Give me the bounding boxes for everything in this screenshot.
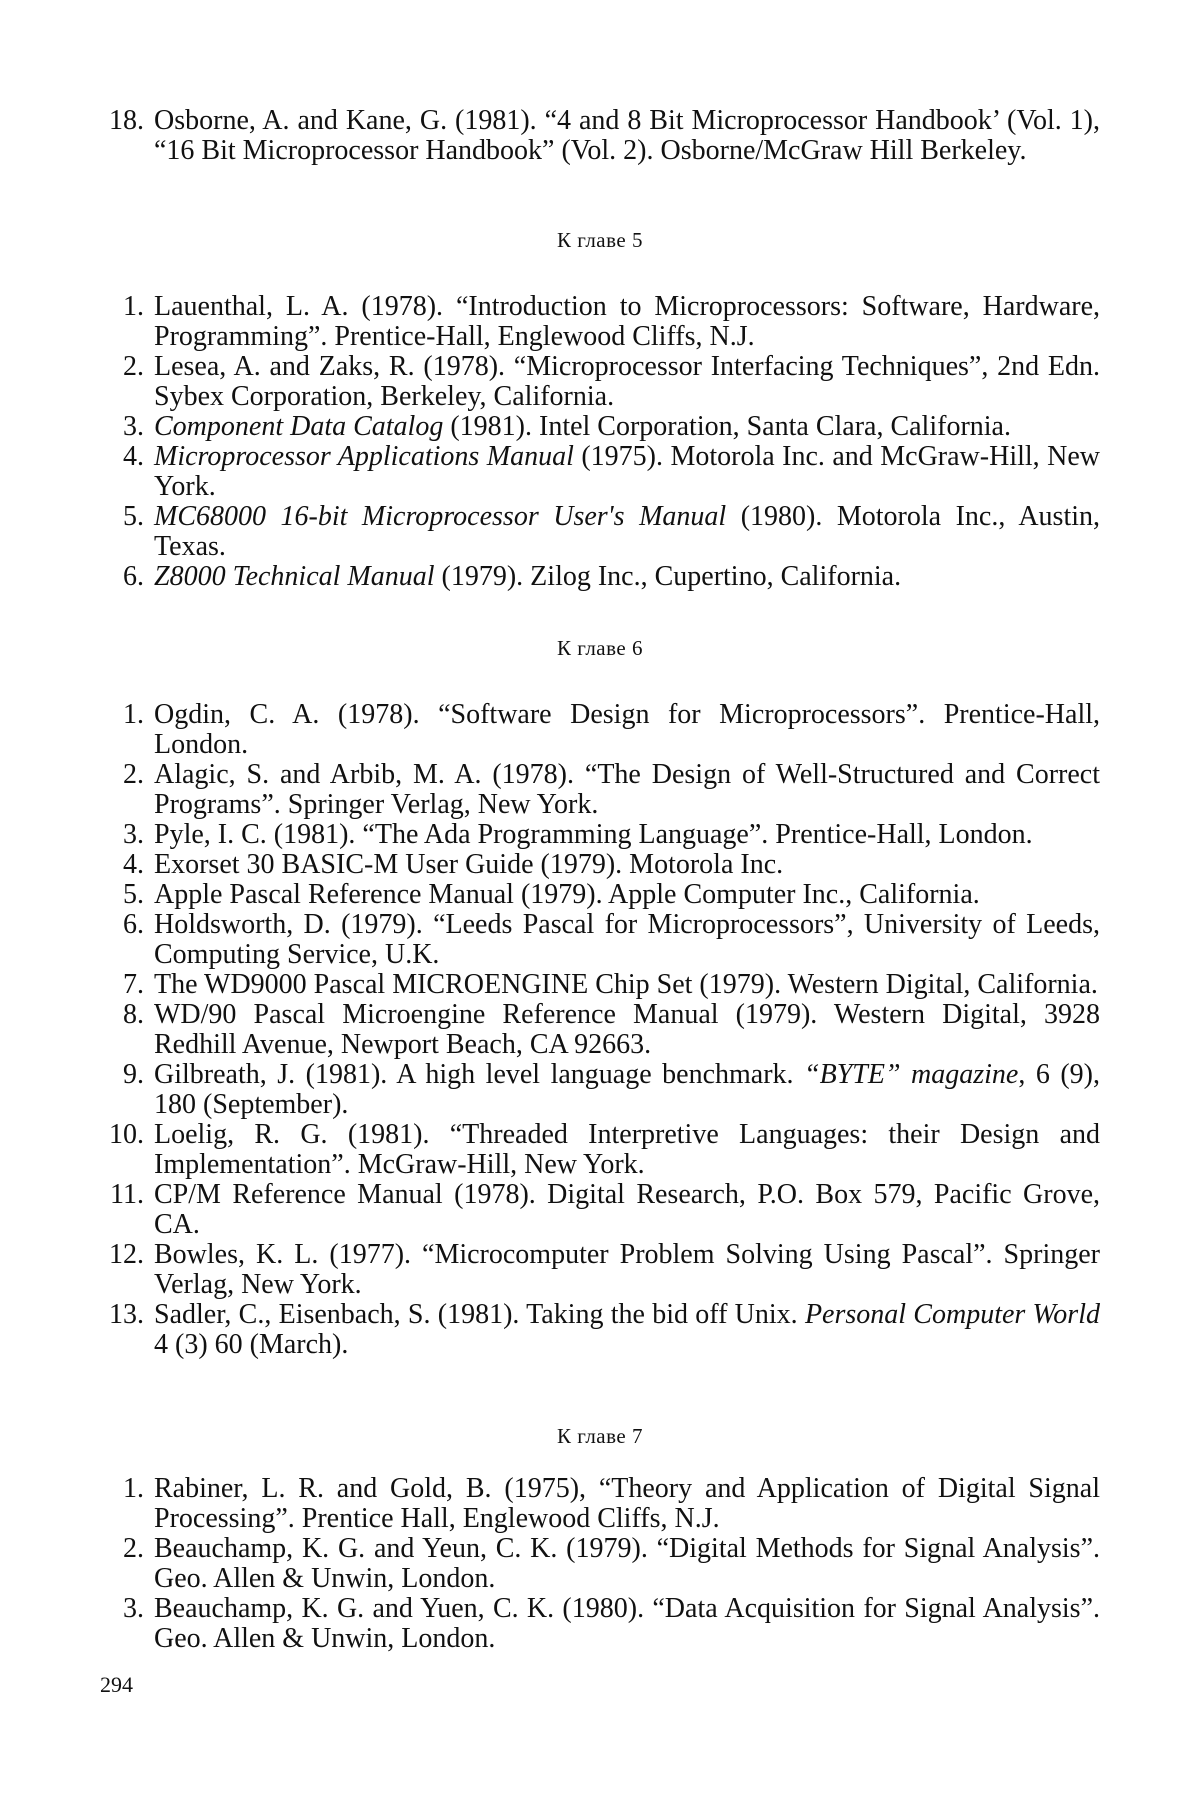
reference-title-italic: Component Data Catalog bbox=[154, 411, 444, 442]
chapter-5-references bbox=[100, 292, 1100, 592]
reference-text-part: Lauenthal, L. A. (1978). “Introduction to Microprocessors: Software, Hardware, Programming”. Prentice-Hall, Englewood Cliffs, N.J. bbox=[154, 291, 1100, 352]
reference-text bbox=[154, 1474, 1100, 1534]
page-number: 294 bbox=[100, 1672, 133, 1697]
reference-title-italic: “BYTE” magazine bbox=[804, 1059, 1019, 1090]
reference-text bbox=[154, 970, 1100, 1000]
reference-text bbox=[154, 1240, 1100, 1300]
reference-number: 5. bbox=[123, 501, 144, 532]
reference-title-italic: MC68000 16-bit Microprocessor User's Manual bbox=[154, 501, 727, 532]
reference-number: 4. bbox=[123, 441, 144, 472]
reference-text-part: Beauchamp, K. G. and Yuen, C. K. (1980). “Data Acquisition for Signal Analysis”. Geo. Allen & Unwin, London. bbox=[154, 1593, 1100, 1654]
reference-entry bbox=[100, 880, 1100, 910]
reference-title-italic: Microprocessor Applications Manual bbox=[154, 441, 574, 472]
reference-number: 1. bbox=[123, 1473, 144, 1504]
reference-text-part: Gilbreath, J. (1981). A high level language benchmark. bbox=[154, 1059, 805, 1090]
reference-entry bbox=[100, 850, 1100, 880]
reference-text bbox=[154, 910, 1100, 970]
reference-text-part: Beauchamp, K. G. and Yeun, C. K. (1979). “Digital Methods for Signal Analysis”. Geo. Allen & Unwin, London. bbox=[154, 1533, 1100, 1594]
reference-text-part: Exorset 30 BASIC-M User Guide (1979). Motorola Inc. bbox=[154, 849, 784, 880]
reference-text bbox=[154, 880, 1100, 910]
reference-text bbox=[154, 1534, 1100, 1594]
reference-text-part: (1980). Motorola Inc., Austin, Texas. bbox=[154, 501, 1100, 562]
reference-text-part: Loelig, R. G. (1981). “Threaded Interpretive Languages: their Design and Implementation”. McGraw-Hill, New York. bbox=[154, 1119, 1100, 1180]
reference-text-part: Lesea, A. and Zaks, R. (1978). “Microprocessor Interfacing Techniques”, 2nd Edn. Sybex Corporation, Berkeley, California. bbox=[154, 351, 1100, 412]
reference-text bbox=[154, 1120, 1100, 1180]
reference-text-part: (1981). Intel Corporation, Santa Clara, California. bbox=[443, 411, 1011, 442]
reference-number: 2. bbox=[123, 1533, 144, 1564]
reference-number: 3. bbox=[123, 819, 144, 850]
reference-text-part: Pyle, I. C. (1981). “The Ada Programming Language”. Prentice-Hall, London. bbox=[154, 819, 1033, 850]
reference-text bbox=[154, 1594, 1100, 1654]
reference-text bbox=[154, 850, 1100, 880]
reference-entry bbox=[100, 820, 1100, 850]
reference-entry bbox=[100, 1240, 1100, 1300]
reference-text-part: Sadler, C., Eisenbach, S. (1981). Taking the bid off Unix. bbox=[154, 1299, 805, 1330]
reference-list-continued bbox=[100, 106, 1100, 166]
reference-number: 13. bbox=[109, 1299, 144, 1330]
reference-text-part: The WD9000 Pascal MICROENGINE Chip Set (1979). Western Digital, California. bbox=[154, 969, 1098, 1000]
chapter-7-references bbox=[100, 1474, 1100, 1654]
reference-text bbox=[154, 1180, 1100, 1240]
reference-text bbox=[154, 1300, 1100, 1360]
reference-number: 6. bbox=[123, 561, 144, 592]
reference-text bbox=[154, 700, 1100, 760]
reference-text-part: Apple Pascal Reference Manual (1979). Apple Computer Inc., California. bbox=[154, 879, 980, 910]
reference-entry bbox=[100, 910, 1100, 970]
reference-entry bbox=[100, 1594, 1100, 1654]
reference-entry bbox=[100, 970, 1100, 1000]
reference-number: 2. bbox=[123, 351, 144, 382]
reference-text bbox=[154, 760, 1100, 820]
reference-text-part: (1975). Motorola Inc. and McGraw-Hill, New York. bbox=[154, 441, 1100, 502]
reference-text bbox=[154, 352, 1100, 412]
reference-text bbox=[154, 820, 1100, 850]
chapter-7-heading: К главе 7 bbox=[557, 1424, 643, 1448]
reference-entry bbox=[100, 1474, 1100, 1534]
reference-entry bbox=[100, 700, 1100, 760]
reference-text bbox=[154, 106, 1100, 166]
reference-text-part: 4 (3) 60 (March). bbox=[154, 1329, 349, 1360]
reference-entry bbox=[100, 1060, 1100, 1120]
reference-entry bbox=[100, 412, 1100, 442]
reference-text bbox=[154, 412, 1100, 442]
reference-entry bbox=[100, 760, 1100, 820]
reference-entry bbox=[100, 1120, 1100, 1180]
chapter-6-heading: К главе 6 bbox=[557, 636, 643, 660]
reference-text-part: , 6 (9), 180 (September). bbox=[154, 1059, 1100, 1120]
reference-text-part: Holdsworth, D. (1979). “Leeds Pascal for Microprocessors”, University of Leeds, Computing Service, U.K. bbox=[154, 909, 1100, 970]
chapter-5-heading: К главе 5 bbox=[557, 228, 643, 252]
reference-number: 12. bbox=[109, 1239, 144, 1270]
reference-entry bbox=[100, 442, 1100, 502]
reference-number: 6. bbox=[123, 909, 144, 940]
reference-text bbox=[154, 1060, 1100, 1120]
reference-number: 7. bbox=[123, 969, 144, 1000]
reference-entry bbox=[100, 562, 1100, 592]
reference-number: 3. bbox=[123, 1593, 144, 1624]
chapter-6-references bbox=[100, 700, 1100, 1360]
reference-text bbox=[154, 1000, 1100, 1060]
reference-text-part: Bowles, K. L. (1977). “Microcomputer Problem Solving Using Pascal”. Springer Verlag, New York. bbox=[154, 1239, 1100, 1300]
reference-entry bbox=[100, 1534, 1100, 1594]
reference-entry bbox=[100, 1000, 1100, 1060]
reference-text-part: Alagic, S. and Arbib, M. A. (1978). “The Design of Well-Structured and Correct Programs”. Springer Verlag, New York. bbox=[154, 759, 1100, 820]
reference-entry bbox=[100, 352, 1100, 412]
reference-number: 18. bbox=[109, 105, 144, 136]
reference-number: 11. bbox=[110, 1179, 144, 1210]
reference-text bbox=[154, 502, 1100, 562]
reference-number: 8. bbox=[123, 999, 144, 1030]
reference-text-part: Ogdin, C. A. (1978). “Software Design for Microprocessors”. Prentice-Hall, London. bbox=[154, 699, 1100, 760]
reference-number: 10. bbox=[109, 1119, 144, 1150]
reference-entry bbox=[100, 292, 1100, 352]
reference-text-part: Rabiner, L. R. and Gold, B. (1975), “Theory and Application of Digital Signal Processing”. Prentice Hall, Englewood Cliffs, N.J. bbox=[154, 1473, 1100, 1534]
reference-title-italic: Personal Computer World bbox=[804, 1299, 1100, 1330]
reference-text-part: CP/M Reference Manual (1978). Digital Research, P.O. Box 579, Pacific Grove, CA. bbox=[154, 1179, 1100, 1240]
reference-number: 1. bbox=[123, 699, 144, 730]
reference-number: 1. bbox=[123, 291, 144, 322]
reference-text-part: (1979). Zilog Inc., Cupertino, California. bbox=[434, 561, 902, 592]
reference-number: 4. bbox=[123, 849, 144, 880]
reference-text-part: Osborne, A. and Kane, G. (1981). “4 and 8 Bit Microprocessor Handbook’ (Vol. 1), “16 Bit Microprocessor Handbook” (Vol. 2). Osborne/McGraw Hill Berkeley. bbox=[154, 105, 1100, 166]
reference-number: 9. bbox=[123, 1059, 144, 1090]
reference-entry bbox=[100, 106, 1100, 166]
reference-entry bbox=[100, 1300, 1100, 1360]
reference-number: 2. bbox=[123, 759, 144, 790]
reference-title-italic: Z8000 Technical Manual bbox=[154, 561, 435, 592]
reference-text bbox=[154, 442, 1100, 502]
reference-text bbox=[154, 292, 1100, 352]
reference-text bbox=[154, 562, 1100, 592]
reference-entry bbox=[100, 1180, 1100, 1240]
reference-number: 3. bbox=[123, 411, 144, 442]
reference-entry bbox=[100, 502, 1100, 562]
reference-text-part: WD/90 Pascal Microengine Reference Manual (1979). Western Digital, 3928 Redhill Avenue, Newport Beach, CA 92663. bbox=[154, 999, 1100, 1060]
reference-number: 5. bbox=[123, 879, 144, 910]
